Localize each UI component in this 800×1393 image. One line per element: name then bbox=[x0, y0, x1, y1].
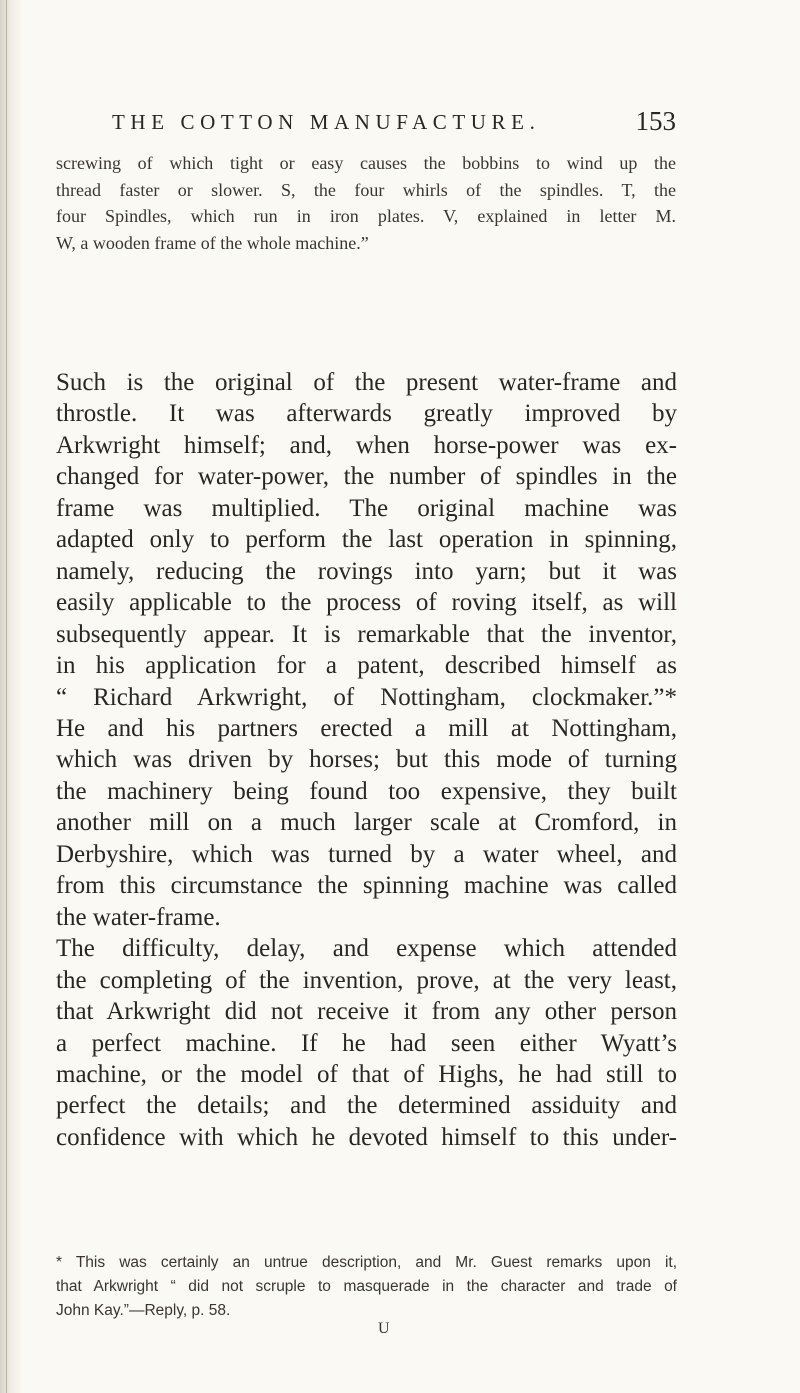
body-line: He and his partners erected a mill at Nottingham, bbox=[56, 714, 677, 742]
body-line: the machinery being found too expensive, they built bbox=[56, 777, 677, 805]
gutter-line bbox=[6, 0, 7, 1393]
body-line: machine, or the model of that of Highs, he had still to bbox=[56, 1060, 677, 1088]
page-header bbox=[112, 106, 676, 142]
body-line: changed for water-power, the number of spindles in the bbox=[56, 463, 677, 491]
body-line: Such is the original of the present water-frame and bbox=[56, 369, 677, 396]
signature-mark: U bbox=[378, 1320, 390, 1337]
page-number: 153 bbox=[635, 106, 676, 136]
body-line: from this circumstance the spinning machine was called bbox=[56, 872, 677, 900]
body-line: another mill on a much larger scale at Cromford, in bbox=[56, 809, 677, 837]
body-line: Derbyshire, which was turned by a water wheel, and bbox=[56, 840, 677, 868]
body-line: a perfect machine. If he had seen either Wyatt’s bbox=[56, 1029, 677, 1057]
footnote-line: John Kay.”—Reply, p. 58. bbox=[56, 1302, 231, 1319]
quote-line: screwing of which tight or easy causes the bobbins to wind up the bbox=[56, 153, 676, 173]
body-line: adapted only to perform the last operation in spinning, bbox=[56, 526, 677, 554]
body-line: perfect the details; and the determined assiduity and bbox=[56, 1092, 677, 1120]
quoted-description bbox=[56, 150, 676, 256]
body-text bbox=[56, 367, 677, 1153]
body-line: confidence with which he devoted himself to this under- bbox=[56, 1123, 677, 1151]
body-line: Arkwright himself; and, when horse-power was ex- bbox=[56, 431, 677, 459]
page-gutter bbox=[0, 0, 22, 1393]
quote-line: thread faster or slower. S, the four whirls of the spindles. T, the bbox=[56, 179, 676, 200]
body-line: that Arkwright did not receive it from any other person bbox=[56, 998, 677, 1026]
body-line: “ Richard Arkwright, of Nottingham, clockmaker.”* bbox=[56, 683, 677, 711]
body-line: The difficulty, delay, and expense which attended bbox=[56, 935, 677, 963]
body-line: in his application for a patent, described himself as bbox=[56, 652, 677, 680]
body-line: the completing of the invention, prove, at the very least, bbox=[56, 966, 677, 994]
footnote bbox=[56, 1251, 677, 1323]
body-line: easily applicable to the process of roving itself, as will bbox=[56, 589, 677, 617]
quote-line: four Spindles, which run in iron plates. V, explained in letter M. bbox=[56, 206, 676, 226]
body-line: the water-frame. bbox=[56, 903, 221, 931]
footnote-line: that Arkwright “ did not scruple to masquerade in the character and trade of bbox=[56, 1278, 677, 1295]
running-head: THE COTTON MANUFACTURE. bbox=[112, 110, 541, 134]
body-line: which was driven by horses; but this mode of turning bbox=[56, 746, 677, 774]
body-line: namely, reducing the rovings into yarn; but it was bbox=[56, 557, 677, 585]
body-line: throstle. It was afterwards greatly improved by bbox=[56, 400, 677, 428]
body-line: subsequently appear. It is remarkable that the inventor, bbox=[56, 620, 677, 648]
body-line: frame was multiplied. The original machine was bbox=[56, 494, 677, 522]
quote-line: W, a wooden frame of the whole machine.” bbox=[56, 232, 369, 253]
footnote-line: * This was certainly an untrue description, and Mr. Guest remarks upon it, bbox=[56, 1254, 677, 1271]
